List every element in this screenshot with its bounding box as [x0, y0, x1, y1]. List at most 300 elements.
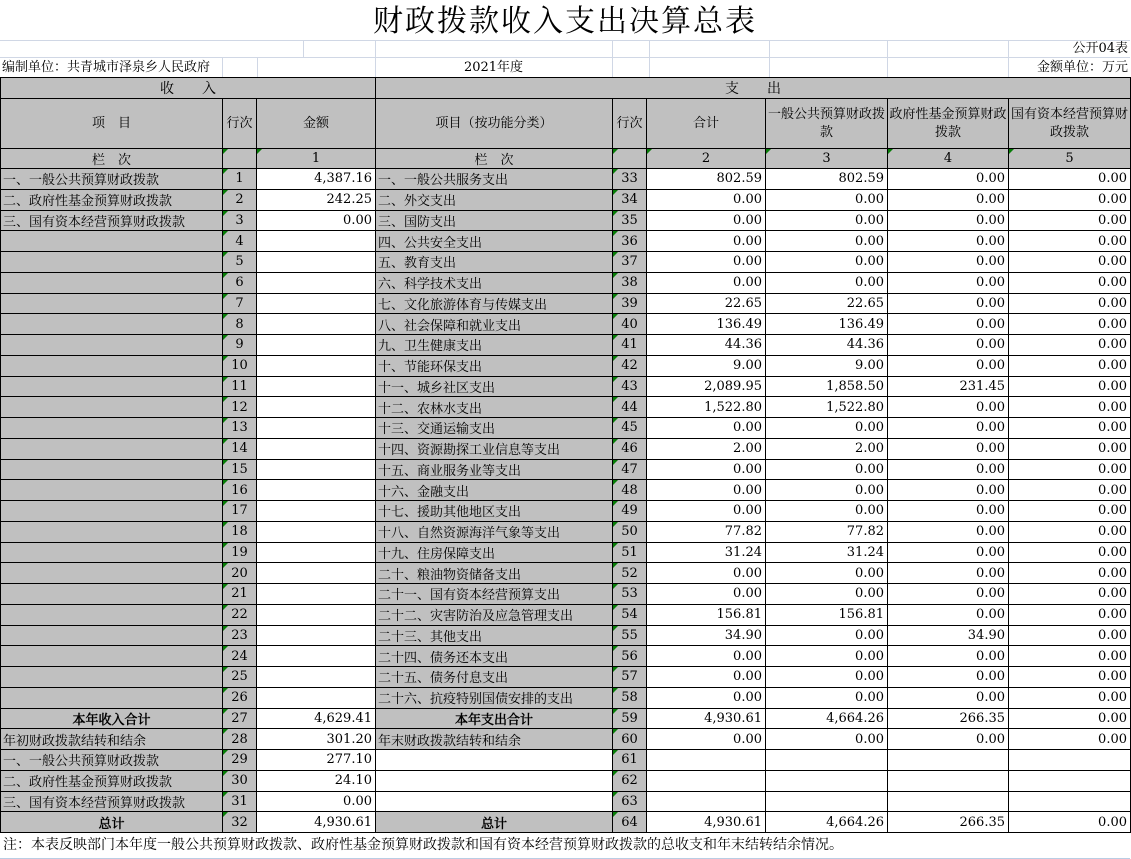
expense-amount-total: 77.82: [647, 521, 766, 542]
expense-amount-state-capital: 0.00: [1009, 459, 1131, 480]
expense-row-number: 57: [613, 667, 647, 688]
expense-item-label: 十八、自然资源海洋气象等支出: [376, 521, 613, 542]
income-row-number: 30: [223, 770, 257, 791]
income-amount: [257, 438, 376, 459]
income-row-number: 27: [223, 708, 257, 729]
expense-amount-general-budget: 31.24: [766, 542, 888, 563]
column-number-row: [1, 149, 1131, 169]
table-row: [1, 542, 1131, 563]
expense-amount-gov-fund: 0.00: [888, 646, 1009, 667]
income-row-number: 3: [223, 210, 257, 231]
expense-amount-general-budget: 0.00: [766, 563, 888, 584]
expense-amount-state-capital: 0.00: [1009, 418, 1131, 439]
expense-amount-total: 34.90: [647, 625, 766, 646]
income-amount: 4,629.41: [257, 708, 376, 729]
income-amount: [257, 501, 376, 522]
income-item-label: [1, 604, 223, 625]
income-amount: [257, 480, 376, 501]
expense-amount-general-budget: 4,664.26: [766, 812, 888, 833]
expense-amount-gov-fund: 0.00: [888, 418, 1009, 439]
income-amount: [257, 272, 376, 293]
expense-amount-gov-fund: 0.00: [888, 584, 1009, 605]
expense-amount-total: 0.00: [647, 584, 766, 605]
table-row: [1, 293, 1131, 314]
expense-row-number: 55: [613, 625, 647, 646]
expense-item-label: 二十一、国有资本经营预算支出: [376, 584, 613, 605]
expense-amount-general-budget: 0.00: [766, 480, 888, 501]
expense-row-number: 38: [613, 272, 647, 293]
expense-row-number: 54: [613, 604, 647, 625]
income-amount: 277.10: [257, 750, 376, 771]
expense-amount-state-capital: 0.00: [1009, 293, 1131, 314]
footnote: 注：本表反映部门本年度一般公共预算财政拨款、政府性基金预算财政拨款和国有资本经营预算财政拨款的总收支和年末结转结余情况。: [0, 833, 1130, 859]
income-item-label: 二、政府性基金预算财政拨款: [1, 770, 223, 791]
table-row: [1, 459, 1131, 480]
expense-amount-gov-fund: 0.00: [888, 355, 1009, 376]
lanci-blank-cell: [613, 149, 647, 169]
income-row-number: 14: [223, 438, 257, 459]
page-title: 财政拨款收入支出决算总表: [373, 4, 757, 39]
income-item-label: [1, 272, 223, 293]
gridline: [649, 58, 650, 77]
col-header-expense-item: 项目（按功能分类）: [376, 99, 613, 149]
expense-amount-total: 0.00: [647, 687, 766, 708]
income-row-number: 13: [223, 418, 257, 439]
expense-amount-general-budget: 0.00: [766, 584, 888, 605]
income-row-number: 26: [223, 687, 257, 708]
gridline: [649, 41, 650, 57]
table-row: [1, 563, 1131, 584]
income-item-label: [1, 687, 223, 708]
expense-amount-state-capital: 0.00: [1009, 376, 1131, 397]
expense-amount-general-budget: 1,522.80: [766, 397, 888, 418]
expense-amount-gov-fund: 0.00: [888, 438, 1009, 459]
expense-amount-total: [647, 770, 766, 791]
income-item-label: 一、一般公共预算财政拨款: [1, 169, 223, 190]
expense-row-number: 61: [613, 750, 647, 771]
expense-row-number: 58: [613, 687, 647, 708]
income-item-label: [1, 376, 223, 397]
income-amount: [257, 293, 376, 314]
expense-amount-general-budget: 802.59: [766, 169, 888, 190]
expense-amount-general-budget: 44.36: [766, 335, 888, 356]
table-row: [1, 584, 1131, 605]
expense-row-number: 39: [613, 293, 647, 314]
expense-amount-general-budget: 0.00: [766, 252, 888, 273]
column-number-4: 4: [888, 149, 1009, 169]
income-amount: [257, 418, 376, 439]
income-amount: 4,930.61: [257, 812, 376, 833]
table-row: [1, 604, 1131, 625]
expense-amount-total: 0.00: [647, 418, 766, 439]
income-row-number: 32: [223, 812, 257, 833]
expense-amount-state-capital: 0.00: [1009, 438, 1131, 459]
income-amount: 242.25: [257, 189, 376, 210]
expense-amount-total: 22.65: [647, 293, 766, 314]
expense-amount-general-budget: 0.00: [766, 729, 888, 750]
expense-amount-state-capital: [1009, 750, 1131, 771]
prepared-by: 编制单位：共青城市泽泉乡人民政府: [2, 60, 211, 75]
income-amount: 0.00: [257, 210, 376, 231]
gridline: [257, 58, 258, 77]
table-row: [1, 231, 1131, 252]
table-row: [1, 667, 1131, 688]
expense-item-label: 二十、粮油物资储备支出: [376, 563, 613, 584]
income-row-number: 17: [223, 501, 257, 522]
expense-item-label: 十、节能环保支出: [376, 355, 613, 376]
expense-row-number: 41: [613, 335, 647, 356]
expense-row-number: 48: [613, 480, 647, 501]
expense-amount-total: 2,089.95: [647, 376, 766, 397]
income-row-number: 22: [223, 604, 257, 625]
income-row-number: 15: [223, 459, 257, 480]
expense-amount-general-budget: 1,858.50: [766, 376, 888, 397]
expense-row-number: 60: [613, 729, 647, 750]
expense-amount-state-capital: 0.00: [1009, 542, 1131, 563]
income-amount: [257, 376, 376, 397]
income-amount: [257, 335, 376, 356]
expense-amount-gov-fund: 0.00: [888, 563, 1009, 584]
expense-item-label: [376, 791, 613, 812]
income-item-label: [1, 314, 223, 335]
table-body: [1, 169, 1131, 833]
income-item-label: [1, 335, 223, 356]
income-item-label: 三、国有资本经营预算财政拨款: [1, 791, 223, 812]
table-code: 公开04表: [1072, 41, 1128, 56]
income-amount: [257, 563, 376, 584]
expense-item-label: 十三、交通运输支出: [376, 418, 613, 439]
gridline: [612, 58, 613, 77]
expense-amount-total: 4,930.61: [647, 708, 766, 729]
income-row-number: 6: [223, 272, 257, 293]
expense-item-label: 二十四、债务还本支出: [376, 646, 613, 667]
income-item-label: [1, 563, 223, 584]
income-item-label: [1, 521, 223, 542]
prepared-by-row: [0, 58, 1130, 77]
income-row-number: 8: [223, 314, 257, 335]
expense-amount-total: 0.00: [647, 231, 766, 252]
income-row-number: 23: [223, 625, 257, 646]
income-item-label: [1, 584, 223, 605]
expense-item-label: 二十二、灾害防治及应急管理支出: [376, 604, 613, 625]
expense-amount-gov-fund: 0.00: [888, 231, 1009, 252]
expense-amount-state-capital: 0.00: [1009, 480, 1131, 501]
expense-amount-state-capital: 0.00: [1009, 335, 1131, 356]
income-amount: [257, 667, 376, 688]
table-row: [1, 480, 1131, 501]
table-row: [1, 418, 1131, 439]
expense-amount-total: 136.49: [647, 314, 766, 335]
column-number-1: 1: [257, 149, 376, 169]
expense-amount-state-capital: 0.00: [1009, 667, 1131, 688]
expense-item-label: 五、教育支出: [376, 252, 613, 273]
expense-amount-gov-fund: 0.00: [888, 459, 1009, 480]
income-amount: 24.10: [257, 770, 376, 791]
expense-amount-state-capital: 0.00: [1009, 646, 1131, 667]
gridline: [769, 58, 770, 77]
income-amount: [257, 542, 376, 563]
expense-amount-state-capital: 0.00: [1009, 272, 1131, 293]
income-item-label: [1, 501, 223, 522]
gridline: [612, 41, 613, 57]
expense-item-label: 八、社会保障和就业支出: [376, 314, 613, 335]
expense-amount-gov-fund: 0.00: [888, 480, 1009, 501]
expense-row-number: 52: [613, 563, 647, 584]
expense-amount-general-budget: 0.00: [766, 418, 888, 439]
expense-item-label: 十六、金融支出: [376, 480, 613, 501]
expense-amount-general-budget: 156.81: [766, 604, 888, 625]
expense-amount-state-capital: 0.00: [1009, 231, 1131, 252]
income-row-number: 25: [223, 667, 257, 688]
expense-amount-general-budget: [766, 791, 888, 812]
expense-amount-general-budget: [766, 770, 888, 791]
income-item-label: 三、国有资本经营预算财政拨款: [1, 210, 223, 231]
expense-amount-gov-fund: 0.00: [888, 189, 1009, 210]
expense-row-number: 34: [613, 189, 647, 210]
col-header-general-budget: 一般公共预算财政拨款: [766, 99, 888, 149]
expense-amount-state-capital: 0.00: [1009, 563, 1131, 584]
expense-item-label: 十一、城乡社区支出: [376, 376, 613, 397]
expense-item-label: 十四、资源勘探工业信息等支出: [376, 438, 613, 459]
income-item-label: [1, 397, 223, 418]
column-number-5: 5: [1009, 149, 1131, 169]
expense-amount-total: 0.00: [647, 729, 766, 750]
expense-amount-gov-fund: 0.00: [888, 293, 1009, 314]
table-row: [1, 210, 1131, 231]
expense-amount-general-budget: 0.00: [766, 646, 888, 667]
expense-item-label: 年末财政拨款结转和结余: [376, 729, 613, 750]
table-row: [1, 397, 1131, 418]
expense-amount-state-capital: 0.00: [1009, 625, 1131, 646]
income-amount: [257, 231, 376, 252]
expense-amount-total: 0.00: [647, 210, 766, 231]
table-row: [1, 438, 1131, 459]
table-row: [1, 646, 1131, 667]
income-item-label: [1, 418, 223, 439]
table-row: [1, 729, 1131, 750]
final-account-table: [0, 77, 1131, 833]
expense-row-number: 37: [613, 252, 647, 273]
gridline: [303, 41, 304, 57]
income-amount: [257, 397, 376, 418]
gridline: [375, 41, 376, 57]
expense-amount-state-capital: 0.00: [1009, 210, 1131, 231]
expense-amount-total: 0.00: [647, 646, 766, 667]
income-row-number: 31: [223, 791, 257, 812]
expense-amount-total: 0.00: [647, 501, 766, 522]
col-header-expense-rowno: 行次: [613, 99, 647, 149]
expense-row-number: 59: [613, 708, 647, 729]
fiscal-year: 2021年度: [463, 60, 524, 75]
expense-amount-general-budget: 0.00: [766, 189, 888, 210]
income-row-number: 16: [223, 480, 257, 501]
expense-amount-gov-fund: 0.00: [888, 169, 1009, 190]
expense-amount-gov-fund: 0.00: [888, 272, 1009, 293]
section-header-row: [1, 78, 1131, 99]
table-row: [1, 750, 1131, 771]
expense-amount-total: 0.00: [647, 563, 766, 584]
expense-amount-gov-fund: 231.45: [888, 376, 1009, 397]
table-row: [1, 252, 1131, 273]
income-item-label: 二、政府性基金预算财政拨款: [1, 189, 223, 210]
income-row-number: 29: [223, 750, 257, 771]
expense-row-number: 42: [613, 355, 647, 376]
expense-amount-general-budget: 0.00: [766, 501, 888, 522]
expense-amount-gov-fund: [888, 750, 1009, 771]
expense-amount-gov-fund: 34.90: [888, 625, 1009, 646]
expense-amount-general-budget: 2.00: [766, 438, 888, 459]
expense-amount-state-capital: [1009, 791, 1131, 812]
income-row-number: 11: [223, 376, 257, 397]
income-row-number: 7: [223, 293, 257, 314]
expense-amount-total: [647, 791, 766, 812]
income-item-label: 本年收入合计: [1, 708, 223, 729]
expense-amount-gov-fund: 266.35: [888, 812, 1009, 833]
expense-item-label: 总计: [376, 812, 613, 833]
expense-amount-state-capital: 0.00: [1009, 169, 1131, 190]
income-amount: [257, 646, 376, 667]
expense-amount-total: 156.81: [647, 604, 766, 625]
expense-item-label: 六、科学技术支出: [376, 272, 613, 293]
expense-row-number: 64: [613, 812, 647, 833]
income-row-number: 10: [223, 355, 257, 376]
gridline: [222, 58, 223, 77]
expense-amount-state-capital: 0.00: [1009, 521, 1131, 542]
expense-amount-total: 0.00: [647, 667, 766, 688]
income-row-number: 28: [223, 729, 257, 750]
income-row-number: 9: [223, 335, 257, 356]
income-item-label: [1, 480, 223, 501]
income-item-label: 年初财政拨款结转和结余: [1, 729, 223, 750]
expense-amount-gov-fund: 266.35: [888, 708, 1009, 729]
expense-item-label: 二十三、其他支出: [376, 625, 613, 646]
table-code-row: [0, 40, 1130, 58]
expense-row-number: 36: [613, 231, 647, 252]
expense-row-number: 51: [613, 542, 647, 563]
expense-row-number: 62: [613, 770, 647, 791]
income-amount: [257, 314, 376, 335]
gridline: [769, 41, 770, 57]
expense-amount-total: 9.00: [647, 355, 766, 376]
col-header-income-item: 项 目: [1, 99, 223, 149]
table-row: [1, 501, 1131, 522]
expense-amount-state-capital: 0.00: [1009, 252, 1131, 273]
income-amount: 301.20: [257, 729, 376, 750]
expense-amount-total: 31.24: [647, 542, 766, 563]
expense-row-number: 40: [613, 314, 647, 335]
income-item-label: [1, 542, 223, 563]
income-item-label: [1, 252, 223, 273]
income-amount: [257, 521, 376, 542]
income-amount: [257, 252, 376, 273]
gridline: [1008, 41, 1009, 57]
lanci-label: 栏 次: [376, 149, 613, 169]
expense-item-label: 十二、农林水支出: [376, 397, 613, 418]
expense-amount-general-budget: 9.00: [766, 355, 888, 376]
expense-item-label: 本年支出合计: [376, 708, 613, 729]
expense-amount-total: 0.00: [647, 272, 766, 293]
expense-amount-gov-fund: 0.00: [888, 210, 1009, 231]
income-row-number: 5: [223, 252, 257, 273]
col-header-amount: 金额: [257, 99, 376, 149]
income-amount: [257, 625, 376, 646]
gridline: [887, 58, 888, 77]
expense-amount-gov-fund: 0.00: [888, 521, 1009, 542]
expense-amount-general-budget: 0.00: [766, 231, 888, 252]
table-row: [1, 812, 1131, 833]
income-amount: [257, 687, 376, 708]
income-row-number: 1: [223, 169, 257, 190]
table-row: [1, 708, 1131, 729]
expense-amount-state-capital: 0.00: [1009, 687, 1131, 708]
income-item-label: [1, 438, 223, 459]
expense-item-label: [376, 770, 613, 791]
expense-amount-general-budget: 0.00: [766, 272, 888, 293]
expense-amount-gov-fund: 0.00: [888, 314, 1009, 335]
expense-item-label: 十七、援助其他地区支出: [376, 501, 613, 522]
expense-amount-total: 0.00: [647, 189, 766, 210]
expense-amount-total: 0.00: [647, 480, 766, 501]
table-row: [1, 625, 1131, 646]
expense-amount-general-budget: 0.00: [766, 667, 888, 688]
income-amount: [257, 355, 376, 376]
expense-row-number: 50: [613, 521, 647, 542]
gridline: [1008, 58, 1009, 77]
expense-amount-general-budget: 0.00: [766, 625, 888, 646]
table-row: [1, 791, 1131, 812]
income-amount: [257, 459, 376, 480]
expense-amount-state-capital: 0.00: [1009, 314, 1131, 335]
income-row-number: 2: [223, 189, 257, 210]
expense-item-label: 一、一般公共服务支出: [376, 169, 613, 190]
expense-amount-state-capital: 0.00: [1009, 708, 1131, 729]
income-row-number: 12: [223, 397, 257, 418]
expense-row-number: 43: [613, 376, 647, 397]
column-header-row: [1, 99, 1131, 149]
table-row: [1, 687, 1131, 708]
income-item-label: 总计: [1, 812, 223, 833]
expense-amount-general-budget: 22.65: [766, 293, 888, 314]
table-row: [1, 355, 1131, 376]
income-amount: 0.00: [257, 791, 376, 812]
expense-row-number: 53: [613, 584, 647, 605]
table-row: [1, 169, 1131, 190]
income-item-label: 一、一般公共预算财政拨款: [1, 750, 223, 771]
expense-item-label: 四、公共安全支出: [376, 231, 613, 252]
column-number-3: 3: [766, 149, 888, 169]
lanci-blank-cell: [223, 149, 257, 169]
gridline: [887, 41, 888, 57]
expense-amount-gov-fund: [888, 770, 1009, 791]
expense-amount-gov-fund: 0.00: [888, 687, 1009, 708]
expense-amount-gov-fund: 0.00: [888, 667, 1009, 688]
expense-item-label: [376, 750, 613, 771]
expense-amount-state-capital: 0.00: [1009, 729, 1131, 750]
income-row-number: 4: [223, 231, 257, 252]
expense-item-label: 十五、商业服务业等支出: [376, 459, 613, 480]
income-amount: [257, 584, 376, 605]
expense-amount-gov-fund: 0.00: [888, 501, 1009, 522]
income-amount: [257, 604, 376, 625]
table-row: [1, 376, 1131, 397]
expense-amount-general-budget: 77.82: [766, 521, 888, 542]
expense-row-number: 33: [613, 169, 647, 190]
amount-unit: 金额单位：万元: [1036, 60, 1128, 75]
income-row-number: 24: [223, 646, 257, 667]
table-row: [1, 770, 1131, 791]
col-header-total: 合计: [647, 99, 766, 149]
expense-row-number: 45: [613, 418, 647, 439]
